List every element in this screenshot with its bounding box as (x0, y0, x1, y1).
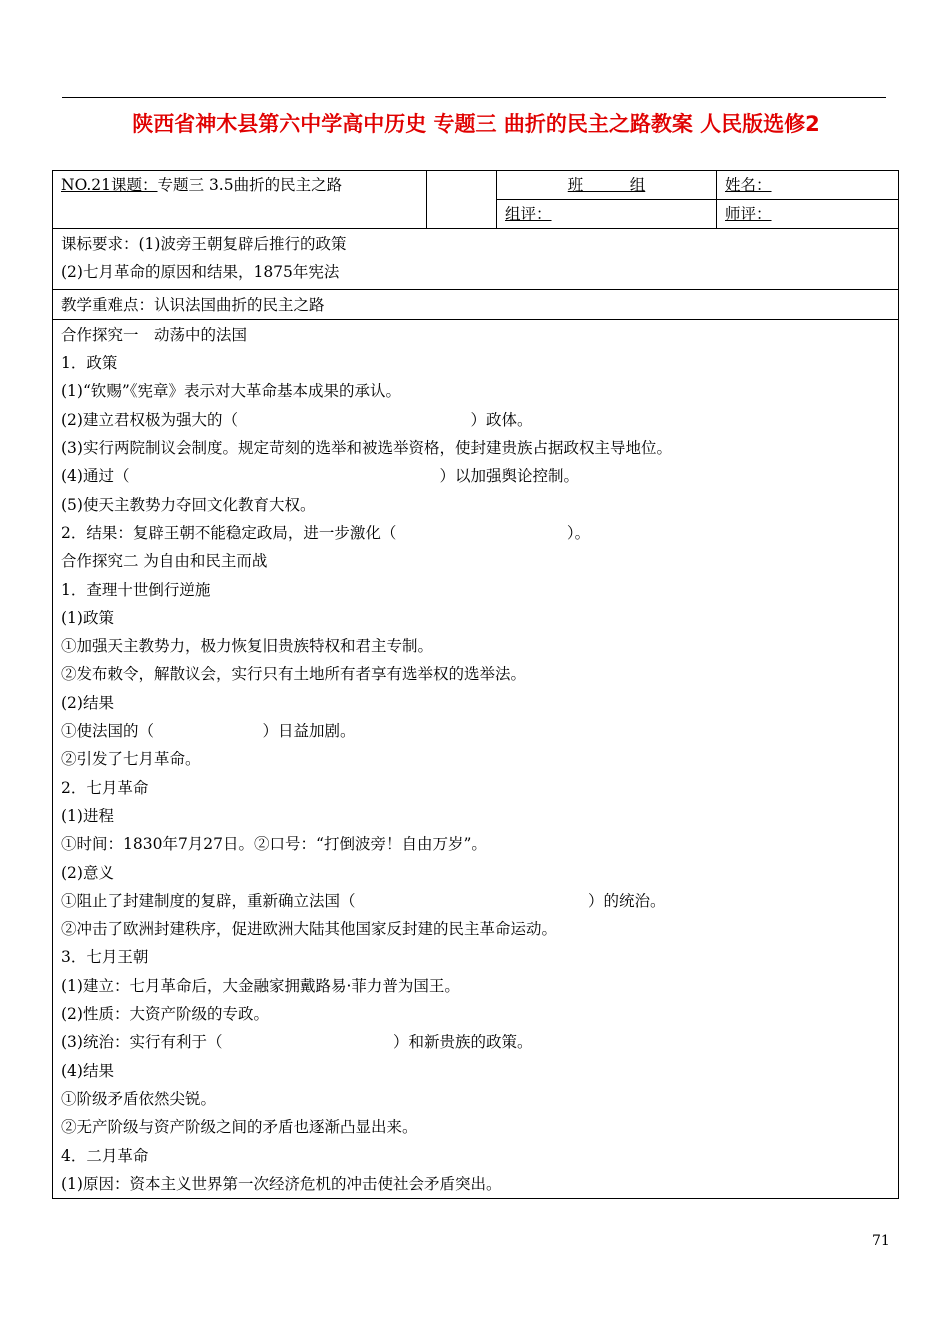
body-line: ②引发了七月革命。 (61, 750, 201, 769)
body-line: 1．查理十世倒行逆施 (61, 580, 211, 599)
top-rule (62, 97, 886, 98)
body-line: (2)性质：大资产阶级的专政。 (61, 1005, 269, 1024)
body-line: 4．二月革命 (61, 1146, 149, 1165)
body-line: (1)原因：资本主义世界第一次经济危机的冲击使社会矛盾突出。 (61, 1174, 502, 1193)
lesson-topic: 专题三 3.5曲折的民主之路 (157, 176, 343, 194)
body-line: 合作探究一 动荡中的法国 (61, 325, 248, 344)
body-line: 合作探究二 为自由和民主而战 (61, 552, 268, 571)
name-label: 姓名： (725, 176, 772, 194)
body-line: ①阻止了封建制度的复辟，重新确立法国（ ）的统治。 (61, 891, 666, 910)
group-eval-cell (497, 200, 717, 229)
body-cell (53, 319, 899, 1198)
page-number: 71 (872, 1233, 890, 1249)
body-line: (5)使天主教势力夺回文化教育大权。 (61, 495, 316, 514)
body-line: (2)建立君权极为强大的（ ）政体。 (61, 410, 533, 429)
body-line: ②冲击了欧洲封建秩序，促进欧洲大陆其他国家反封建的民主革命运动。 (61, 920, 558, 939)
requirements-cell (53, 229, 899, 290)
body-line: (3)统治：实行有利于（ ）和新贵族的政策。 (61, 1033, 533, 1052)
body-line: (4)结果 (61, 1061, 114, 1080)
body-line: (4)通过（ ）以加强舆论控制。 (61, 467, 579, 486)
body-line: (1)进程 (61, 806, 114, 825)
body-line: ①使法国的（ ）日益加剧。 (61, 722, 356, 741)
key-points-row (53, 289, 899, 319)
blank-cell (427, 171, 497, 229)
body-line: 1．政策 (61, 354, 118, 373)
key-points-text: 教学重难点：认识法国曲折的民主之路 (61, 295, 325, 314)
body-line: (2)结果 (61, 693, 114, 712)
body-row (53, 319, 899, 1198)
lesson-label: NO.21课题： (61, 176, 158, 194)
body-line: ②无产阶级与资产阶级之间的矛盾也逐渐凸显出来。 (61, 1118, 418, 1137)
requirements-row (53, 229, 899, 290)
key-points-cell (53, 289, 899, 319)
lesson-cell (53, 171, 427, 229)
header-row-1 (53, 171, 899, 200)
requirement-line: 课标要求：(1)波旁王朝复辟后推行的政策 (61, 235, 347, 253)
body-line: (1)政策 (61, 608, 114, 627)
lesson-table (52, 170, 899, 1199)
teacher-eval-cell (717, 200, 899, 229)
body-line: (3)实行两院制议会制度。规定苛刻的选举和被选举资格，使封建贵族占据政权主导地位。 (61, 439, 672, 458)
body-line: ①加强天主教势力，极力恢复旧贵族特权和君主专制。 (61, 637, 434, 656)
body-line: 2．七月革命 (61, 778, 149, 797)
teacher-eval-label: 师评： (725, 205, 772, 223)
body-line: ②发布敕令，解散议会，实行只有土地所有者享有选举权的选举法。 (61, 665, 527, 684)
body-line: (1)“钦赐”《宪章》表示对大革命基本成果的承认。 (61, 382, 402, 401)
requirement-line: (2)七月革命的原因和结果，1875年宪法 (61, 263, 340, 282)
class-label: 班 组 (567, 176, 646, 194)
body-line: 2．结果：复辟王朝不能稳定政局，进一步激化（ ）。 (61, 523, 591, 542)
body-line: (1)建立：七月革命后，大金融家拥戴路易·菲力普为国王。 (61, 976, 460, 995)
class-cell (497, 171, 717, 200)
body-line: ①时间：1830年7月27日。②口号：“打倒波旁！自由万岁”。 (61, 835, 487, 854)
document-title: 陕西省神木县第六中学高中历史 专题三 曲折的民主之路教案 人民版选修2 (132, 112, 820, 136)
body-line: 3．七月王朝 (61, 948, 149, 967)
group-eval-label: 组评： (505, 205, 552, 223)
name-cell (717, 171, 899, 200)
body-line: ①阶级矛盾依然尖锐。 (61, 1089, 217, 1108)
body-line: (2)意义 (61, 863, 114, 882)
